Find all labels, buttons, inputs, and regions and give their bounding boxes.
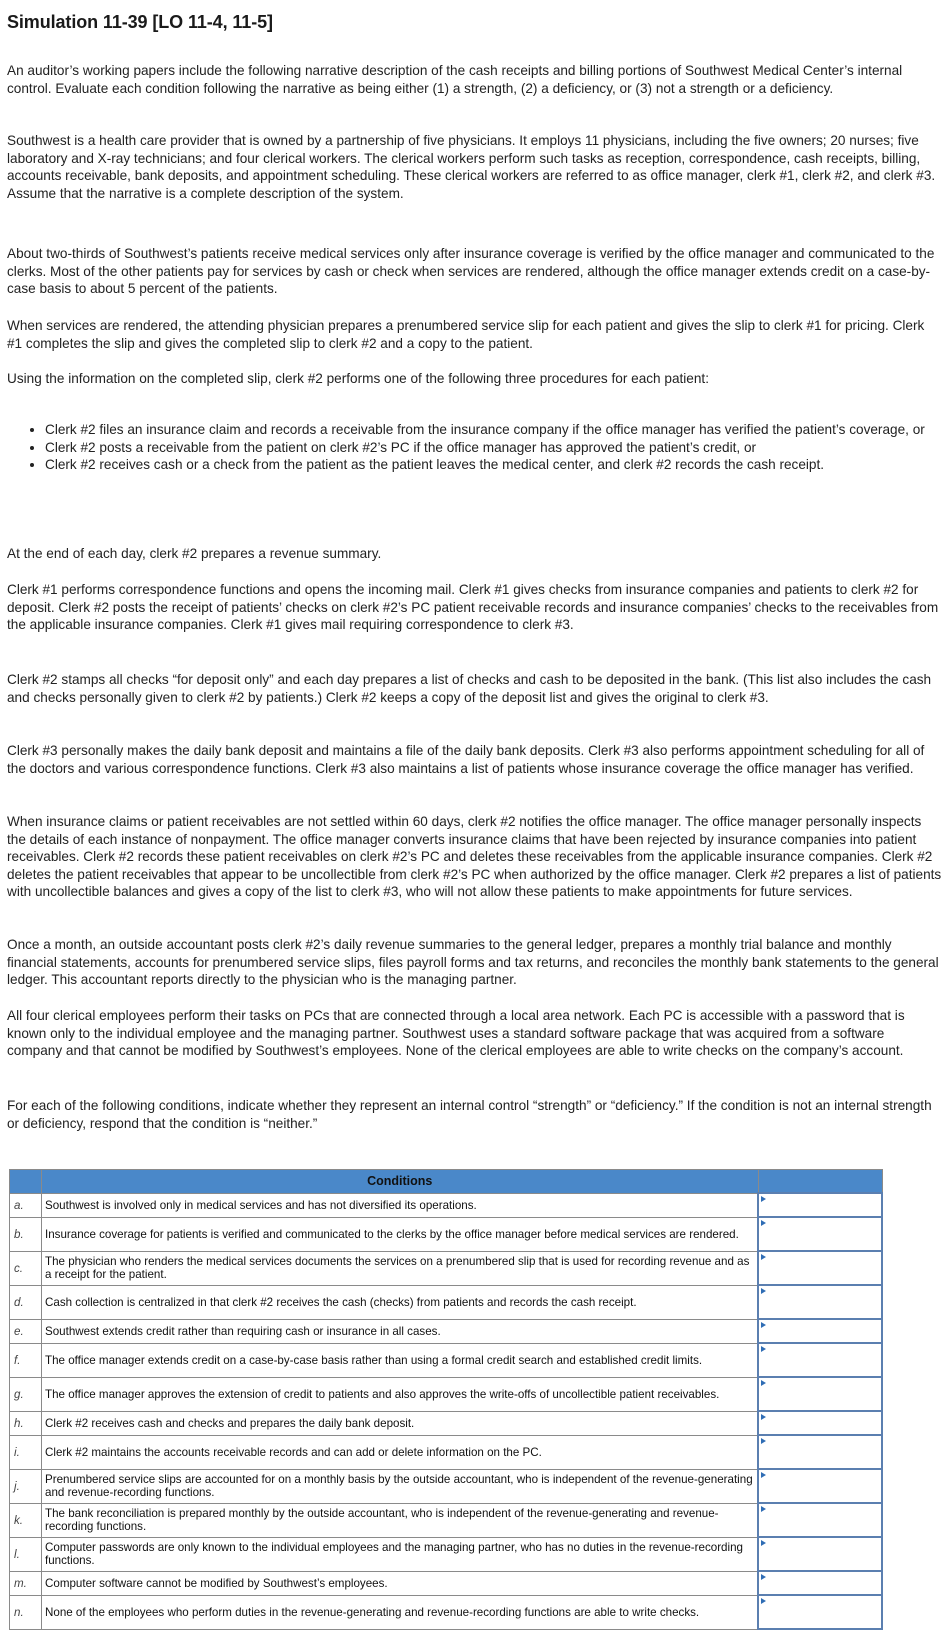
table-row xyxy=(10,1595,883,1629)
list-item: • Clerk #2 receives cash or a check from the patient as the patient leaves the medical center, and clerk #2 records the cash receipt. xyxy=(45,456,945,474)
dropdown-arrow-icon[interactable] xyxy=(761,1506,766,1512)
narrative-paragraph-1: Southwest is a health care provider that is owned by a partnership of five physicians. It employs 11 physicians, including the five owners; 20 nurses; five laboratory and X-ray technicians; and four clerical workers. The clerical workers perform such tasks as reception, correspondence, cash receipts, billing, accounts receivable, bank deposits, and appointment scheduling. These clerical workers are referred to as office manager, clerk #1, clerk #2, and clerk #3. Assume that the narrative is a complete description of the system. xyxy=(7,133,936,201)
answer-dropdown[interactable] xyxy=(758,1319,882,1343)
row-letter: h. xyxy=(10,1411,42,1435)
answer-dropdown[interactable] xyxy=(758,1571,882,1595)
table-row xyxy=(10,1319,883,1343)
dropdown-field[interactable] xyxy=(759,1470,881,1502)
page-title: Simulation 11-39 [LO 11-4, 11-5] xyxy=(7,12,273,32)
condition-text: Southwest is involved only in medical services and has not diversified its operations. xyxy=(42,1193,759,1217)
table-row xyxy=(10,1377,883,1411)
dropdown-field[interactable] xyxy=(759,1320,881,1342)
condition-text: The office manager approves the extension of credit to patients and also approves the write-offs of uncollectible patient receivables. xyxy=(42,1377,759,1411)
instructions-paragraph: For each of the following conditions, indicate whether they represent an internal control “strength” or “deficiency.” If the condition is not an internal strength or deficiency, respond that the condition is “neither.” xyxy=(7,1098,932,1131)
narrative-paragraph-10: Once a month, an outside accountant posts clerk #2’s daily revenue summaries to the general ledger, prepares a monthly trial balance and monthly financial statements, accounts for prenumbered service slips, files payroll forms and tax returns, and reconciles the monthly bank statements to the general ledger. This accountant reports directly to the physician who is the managing partner. xyxy=(7,937,939,987)
table-row xyxy=(10,1251,883,1285)
dropdown-arrow-icon[interactable] xyxy=(761,1380,766,1386)
narrative-paragraph-8: Clerk #3 personally makes the daily bank deposit and maintains a file of the daily bank deposits. Clerk #3 also performs appointment scheduling for all of the doctors and various correspondence functions. Clerk #3 also maintains a list of patients whose insurance coverage the office manager has verified. xyxy=(7,743,925,776)
condition-text: Insurance coverage for patients is verified and communicated to the clerks by the office manager before medical services are rendered. xyxy=(42,1217,759,1251)
row-letter: l. xyxy=(10,1537,42,1571)
header-blank-cell xyxy=(10,1170,42,1194)
dropdown-arrow-icon[interactable] xyxy=(761,1574,766,1580)
condition-text: Southwest extends credit rather than requiring cash or insurance in all cases. xyxy=(42,1319,759,1343)
answer-dropdown[interactable] xyxy=(758,1343,882,1377)
dropdown-field[interactable] xyxy=(759,1194,881,1216)
condition-text: The bank reconciliation is prepared monthly by the outside accountant, who is independent of the revenue-generating and revenue-recording functions. xyxy=(42,1503,759,1537)
dropdown-field[interactable] xyxy=(759,1344,881,1376)
dropdown-arrow-icon[interactable] xyxy=(761,1414,766,1420)
dropdown-arrow-icon[interactable] xyxy=(761,1598,766,1604)
condition-text: The office manager extends credit on a case-by-case basis rather than using a formal credit search and established credit limits. xyxy=(42,1343,759,1377)
dropdown-arrow-icon[interactable] xyxy=(761,1346,766,1352)
condition-text: Clerk #2 receives cash and checks and prepares the daily bank deposit. xyxy=(42,1411,759,1435)
answer-dropdown[interactable] xyxy=(758,1285,882,1319)
narrative-paragraph-4: Using the information on the completed slip, clerk #2 performs one of the following three procedures for each patient: xyxy=(7,371,709,386)
row-letter: m. xyxy=(10,1571,42,1595)
row-letter: b. xyxy=(10,1217,42,1251)
table-row xyxy=(10,1217,883,1251)
row-letter: e. xyxy=(10,1319,42,1343)
table-row xyxy=(10,1537,883,1571)
answer-dropdown[interactable] xyxy=(758,1503,882,1537)
answer-dropdown[interactable] xyxy=(758,1595,882,1629)
dropdown-arrow-icon[interactable] xyxy=(761,1540,766,1546)
row-letter: k. xyxy=(10,1503,42,1537)
dropdown-arrow-icon[interactable] xyxy=(761,1254,766,1260)
table-row xyxy=(10,1343,883,1377)
dropdown-field[interactable] xyxy=(759,1572,881,1594)
condition-text: None of the employees who perform duties in the revenue-generating and revenue-recording functions are able to write checks. xyxy=(42,1595,759,1629)
table-row xyxy=(10,1411,883,1435)
condition-text: Computer passwords are only known to the individual employees and the managing partner, who has no duties in the revenue-recording functions. xyxy=(42,1537,759,1571)
narrative-paragraph-5: At the end of each day, clerk #2 prepares a revenue summary. xyxy=(7,546,382,561)
answer-dropdown[interactable] xyxy=(758,1537,882,1571)
answer-dropdown[interactable] xyxy=(758,1377,882,1411)
table-row xyxy=(10,1193,883,1217)
condition-text: Prenumbered service slips are accounted for on a monthly basis by the outside accountant, who is independent of the revenue-generating and revenue-recording functions. xyxy=(42,1469,759,1503)
answer-dropdown[interactable] xyxy=(758,1435,882,1469)
answer-dropdown[interactable] xyxy=(758,1217,882,1251)
dropdown-arrow-icon[interactable] xyxy=(761,1288,766,1294)
dropdown-field[interactable] xyxy=(759,1412,881,1434)
row-letter: d. xyxy=(10,1285,42,1319)
narrative-paragraph-11: All four clerical employees perform their tasks on PCs that are connected through a local area network. Each PC is accessible with a password that is known only to the individual employee and the managing partner. Southwest uses a standard software package that was acquired from a software company and that cannot be modified by Southwest’s employees. None of the clerical employees are able to write checks on the company’s account. xyxy=(7,1008,905,1058)
narrative-paragraph-9: When insurance claims or patient receivables are not settled within 60 days, clerk #2 notifies the office manager. The office manager personally inspects the details of each instance of nonpayment. The office manager converts insurance claims that have been rejected by insurance companies into patient receivables. Clerk #2 records these patient receivables on clerk #2’s PC and deletes these receivables from the applicable insurance companies. Clerk #2 deletes the patient receivables that appear to be uncollectible from clerk #2’s PC when authorized by the office manager. Clerk #2 prepares a list of patients with uncollectible balances and gives a copy of the list to clerk #3, who will not allow these patients to make appointments for future services. xyxy=(7,814,942,899)
dropdown-field[interactable] xyxy=(759,1436,881,1468)
narrative-paragraph-3: When services are rendered, the attending physician prepares a prenumbered service slip for each patient and gives the slip to clerk #1 for pricing. Clerk #1 completes the slip and gives the completed slip to clerk #2 and a copy to the patient. xyxy=(7,318,925,351)
table-row xyxy=(10,1503,883,1537)
row-letter: a. xyxy=(10,1193,42,1217)
answer-dropdown[interactable] xyxy=(758,1469,882,1503)
condition-text: The physician who renders the medical services documents the services on a prenumbered slip that is used for recording revenue and as a receipt for the patient. xyxy=(42,1251,759,1285)
answer-dropdown[interactable] xyxy=(758,1193,882,1217)
dropdown-field[interactable] xyxy=(759,1538,881,1570)
dropdown-field[interactable] xyxy=(759,1596,881,1628)
dropdown-arrow-icon[interactable] xyxy=(761,1472,766,1478)
row-letter: n. xyxy=(10,1595,42,1629)
condition-text: Clerk #2 maintains the accounts receivable records and can add or delete information on the PC. xyxy=(42,1435,759,1469)
dropdown-arrow-icon[interactable] xyxy=(761,1196,766,1202)
list-item: • Clerk #2 files an insurance claim and records a receivable from the insurance company if the office manager has verified the patient’s coverage, or xyxy=(45,421,945,439)
dropdown-field[interactable] xyxy=(759,1286,881,1318)
table-row xyxy=(10,1469,883,1503)
procedure-list xyxy=(7,421,945,474)
row-letter: i. xyxy=(10,1435,42,1469)
condition-text: Computer software cannot be modified by Southwest’s employees. xyxy=(42,1571,759,1595)
table-row xyxy=(10,1435,883,1469)
dropdown-field[interactable] xyxy=(759,1378,881,1410)
intro-paragraph: An auditor’s working papers include the following narrative description of the cash receipts and billing portions of Southwest Medical Center’s internal control. Evaluate each condition following the narrative as being either (1) a strength, (2) a deficiency, or (3) not a strength or a deficiency. xyxy=(7,63,903,96)
table-row xyxy=(10,1571,883,1595)
answer-header-cell xyxy=(758,1170,882,1194)
row-letter: j. xyxy=(10,1469,42,1503)
dropdown-field[interactable] xyxy=(759,1504,881,1536)
row-letter: f. xyxy=(10,1343,42,1377)
dropdown-field[interactable] xyxy=(759,1218,881,1250)
narrative-paragraph-6: Clerk #1 performs correspondence functions and opens the incoming mail. Clerk #1 gives checks from insurance companies and patients to clerk #2 for deposit. Clerk #2 posts the receipt of patients’ checks on clerk #2’s PC patient receivable records and insurance companies’ checks to the receivables from the applicable insurance companies. Clerk #1 gives mail requiring correspondence to clerk #3. xyxy=(7,582,939,632)
condition-text: Cash collection is centralized in that clerk #2 receives the cash (checks) from patients and records the cash receipt. xyxy=(42,1285,759,1319)
conditions-table xyxy=(9,1169,883,1630)
answer-dropdown[interactable] xyxy=(758,1251,882,1285)
dropdown-field[interactable] xyxy=(759,1252,881,1284)
table-row xyxy=(10,1285,883,1319)
narrative-paragraph-2: About two-thirds of Southwest’s patients receive medical services only after insurance coverage is verified by the office manager and communicated to the clerks. Most of the other patients pay for services by cash or check when services are rendered, although the office manager extends credit on a case-by-case basis to about 5 percent of the patients. xyxy=(7,246,935,296)
dropdown-arrow-icon[interactable] xyxy=(761,1220,766,1226)
narrative-paragraph-7: Clerk #2 stamps all checks “for deposit only” and each day prepares a list of checks and cash to be deposited in the bank. (This list also includes the cash and checks personally given to clerk #2 by patients.) Clerk #2 keeps a copy of the deposit list and gives the original to clerk #3. xyxy=(7,672,932,705)
row-letter: g. xyxy=(10,1377,42,1411)
dropdown-arrow-icon[interactable] xyxy=(761,1322,766,1328)
list-item: • Clerk #2 posts a receivable from the patient on clerk #2’s PC if the office manager has approved the patient’s credit, or xyxy=(45,439,945,457)
answer-dropdown[interactable] xyxy=(758,1411,882,1435)
conditions-header: Conditions xyxy=(42,1170,759,1194)
dropdown-arrow-icon[interactable] xyxy=(761,1438,766,1444)
row-letter: c. xyxy=(10,1251,42,1285)
